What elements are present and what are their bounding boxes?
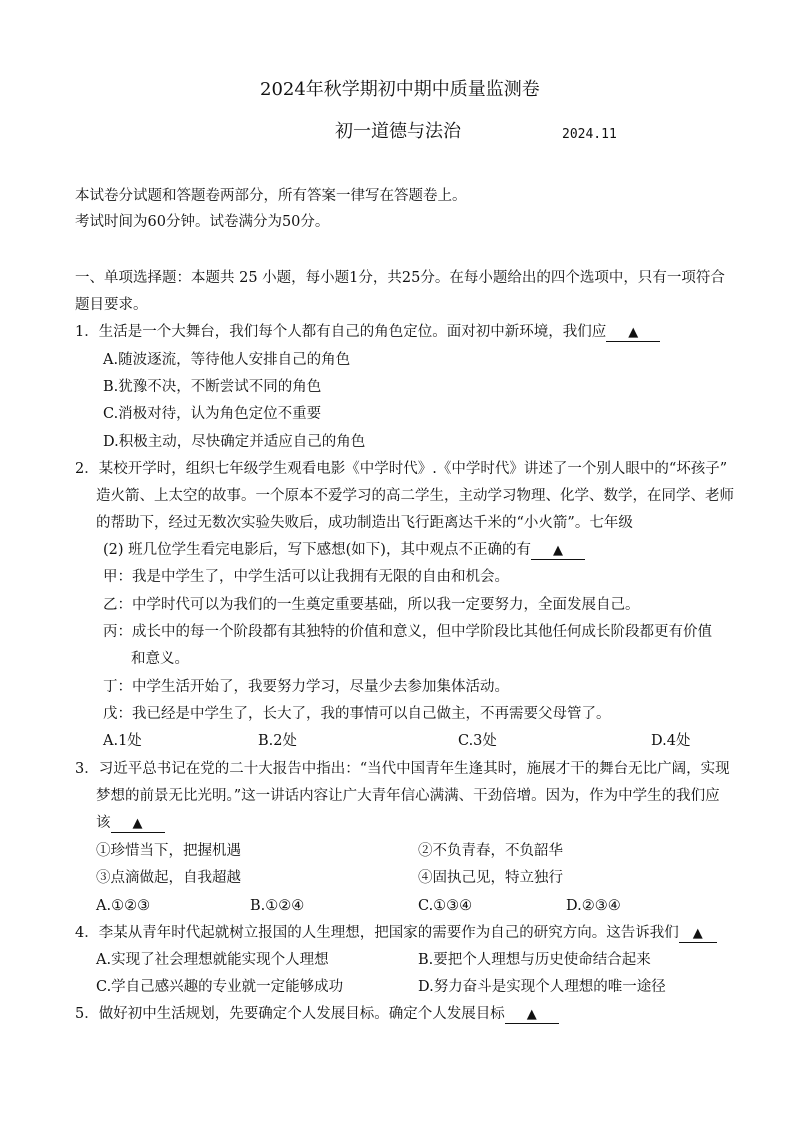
option: A.实现了社会理想就能实现个人理想	[96, 952, 329, 968]
question-text: 1．生活是一个大舞台，我们每个人都有自己的角色定位。面对初中新环境，我们应	[75, 324, 607, 340]
section-heading: 一、单项选择题：本题共 25 小题，每小题1分，共25分。在每小题给出的四个选项中，只有一项符合	[75, 270, 725, 286]
option: A.1处	[103, 733, 142, 749]
question-text: 5．做好初中生活规划，先要确定个人发展目标。确定个人发展目标	[75, 1006, 505, 1022]
statement: ①珍惜当下，把握机遇	[96, 843, 241, 859]
statement: ③点滴做起，自我超越	[96, 870, 241, 886]
option: B.要把个人理想与历史使命结合起来	[418, 952, 651, 968]
answer-blank: ▲	[505, 1006, 559, 1024]
question-3-stem: 梦想的前景无比光明。”这一讲话内容让广大青年信心满满、干劲倍增。因为，作为中学生的我们应	[96, 788, 720, 804]
option: D.②③④	[566, 898, 621, 914]
intro-line: 本试卷分试题和答题卷两部分，所有答案一律写在答题卷上。	[75, 188, 467, 204]
option: C.3处	[458, 733, 497, 749]
statement: 戊：我已经是中学生了，长大了，我的事情可以自己做主，不再需要父母管了。	[103, 706, 611, 722]
question-2-stem: 2．某校开学时，组织七年级学生观看电影《中学时代》.《中学时代》讲述了一个别人眼中的“坏孩子”	[75, 461, 728, 477]
statement: 丙：成长中的每一个阶段都有其独特的价值和意义，但中学阶段比其他任何成长阶段都更有价值	[103, 624, 712, 640]
option: A.随波逐流，等待他人安排自己的角色	[103, 352, 351, 368]
question-3-stem	[96, 813, 165, 833]
statement: ②不负青春，不负韶华	[418, 843, 563, 859]
question-text: 该	[96, 815, 111, 831]
question-4-stem	[75, 923, 717, 943]
question-5-stem	[75, 1004, 559, 1024]
option: C.学自己感兴趣的专业就一定能够成功	[96, 979, 344, 995]
question-1-stem	[75, 322, 660, 342]
intro-line: 考试时间为60分钟。试卷满分为50分。	[75, 214, 330, 230]
section-heading: 题目要求。	[75, 297, 148, 313]
option: B.2处	[258, 733, 297, 749]
exam-date: 2024.11	[562, 127, 617, 142]
statement: 甲：我是中学生了，中学生活可以让我拥有无限的自由和机会。	[103, 569, 509, 585]
statement: 和意义。	[131, 651, 189, 667]
statement: 乙：中学时代可以为我们的一生奠定重要基础，所以我一定要努力，全面发展自己。	[103, 597, 640, 613]
question-text: 4．李某从青年时代起就树立报国的人生理想，把国家的需要作为自己的研究方向。这告诉我们	[75, 925, 679, 941]
answer-blank: ▲	[531, 542, 585, 560]
answer-blank: ▲	[679, 925, 717, 943]
option: B.①②④	[250, 898, 305, 914]
option: D.4处	[651, 733, 691, 749]
question-2-sub	[103, 540, 585, 560]
page-title: 2024年秋学期初中期中质量监测卷	[260, 79, 540, 100]
option: A.①②③	[96, 898, 151, 914]
option: B.犹豫不决，不断尝试不同的角色	[103, 379, 322, 395]
subject-title: 初一道德与法治	[335, 121, 461, 142]
question-3-stem: 3．习近平总书记在党的二十大报告中指出：“当代中国青年生逢其时，施展才干的舞台无比广阔，实现	[75, 761, 730, 777]
answer-blank: ▲	[606, 324, 660, 342]
statement: 丁：中学生活开始了，我要努力学习，尽量少去参加集体活动。	[103, 679, 509, 695]
option: D.努力奋斗是实现个人理想的唯一途径	[418, 979, 666, 995]
statement: ④固执己见，特立独行	[418, 870, 563, 886]
option: D.积极主动，尽快确定并适应自己的角色	[103, 434, 366, 450]
question-2-stem: 造火箭、上太空的故事。一个原本不爱学习的高二学生，主动学习物理、化学、数学，在同学、老师	[96, 488, 734, 504]
option: C.消极对待，认为角色定位不重要	[103, 406, 322, 422]
option: C.①③④	[418, 898, 473, 914]
question-text: (2) 班几位学生看完电影后，写下感想(如下)，其中观点不正确的有	[103, 542, 531, 558]
question-2-stem: 的帮助下，经过无数次实验失败后，成功制造出飞行距离达千米的“小火箭”。七年级	[96, 515, 633, 531]
answer-blank: ▲	[111, 815, 165, 833]
